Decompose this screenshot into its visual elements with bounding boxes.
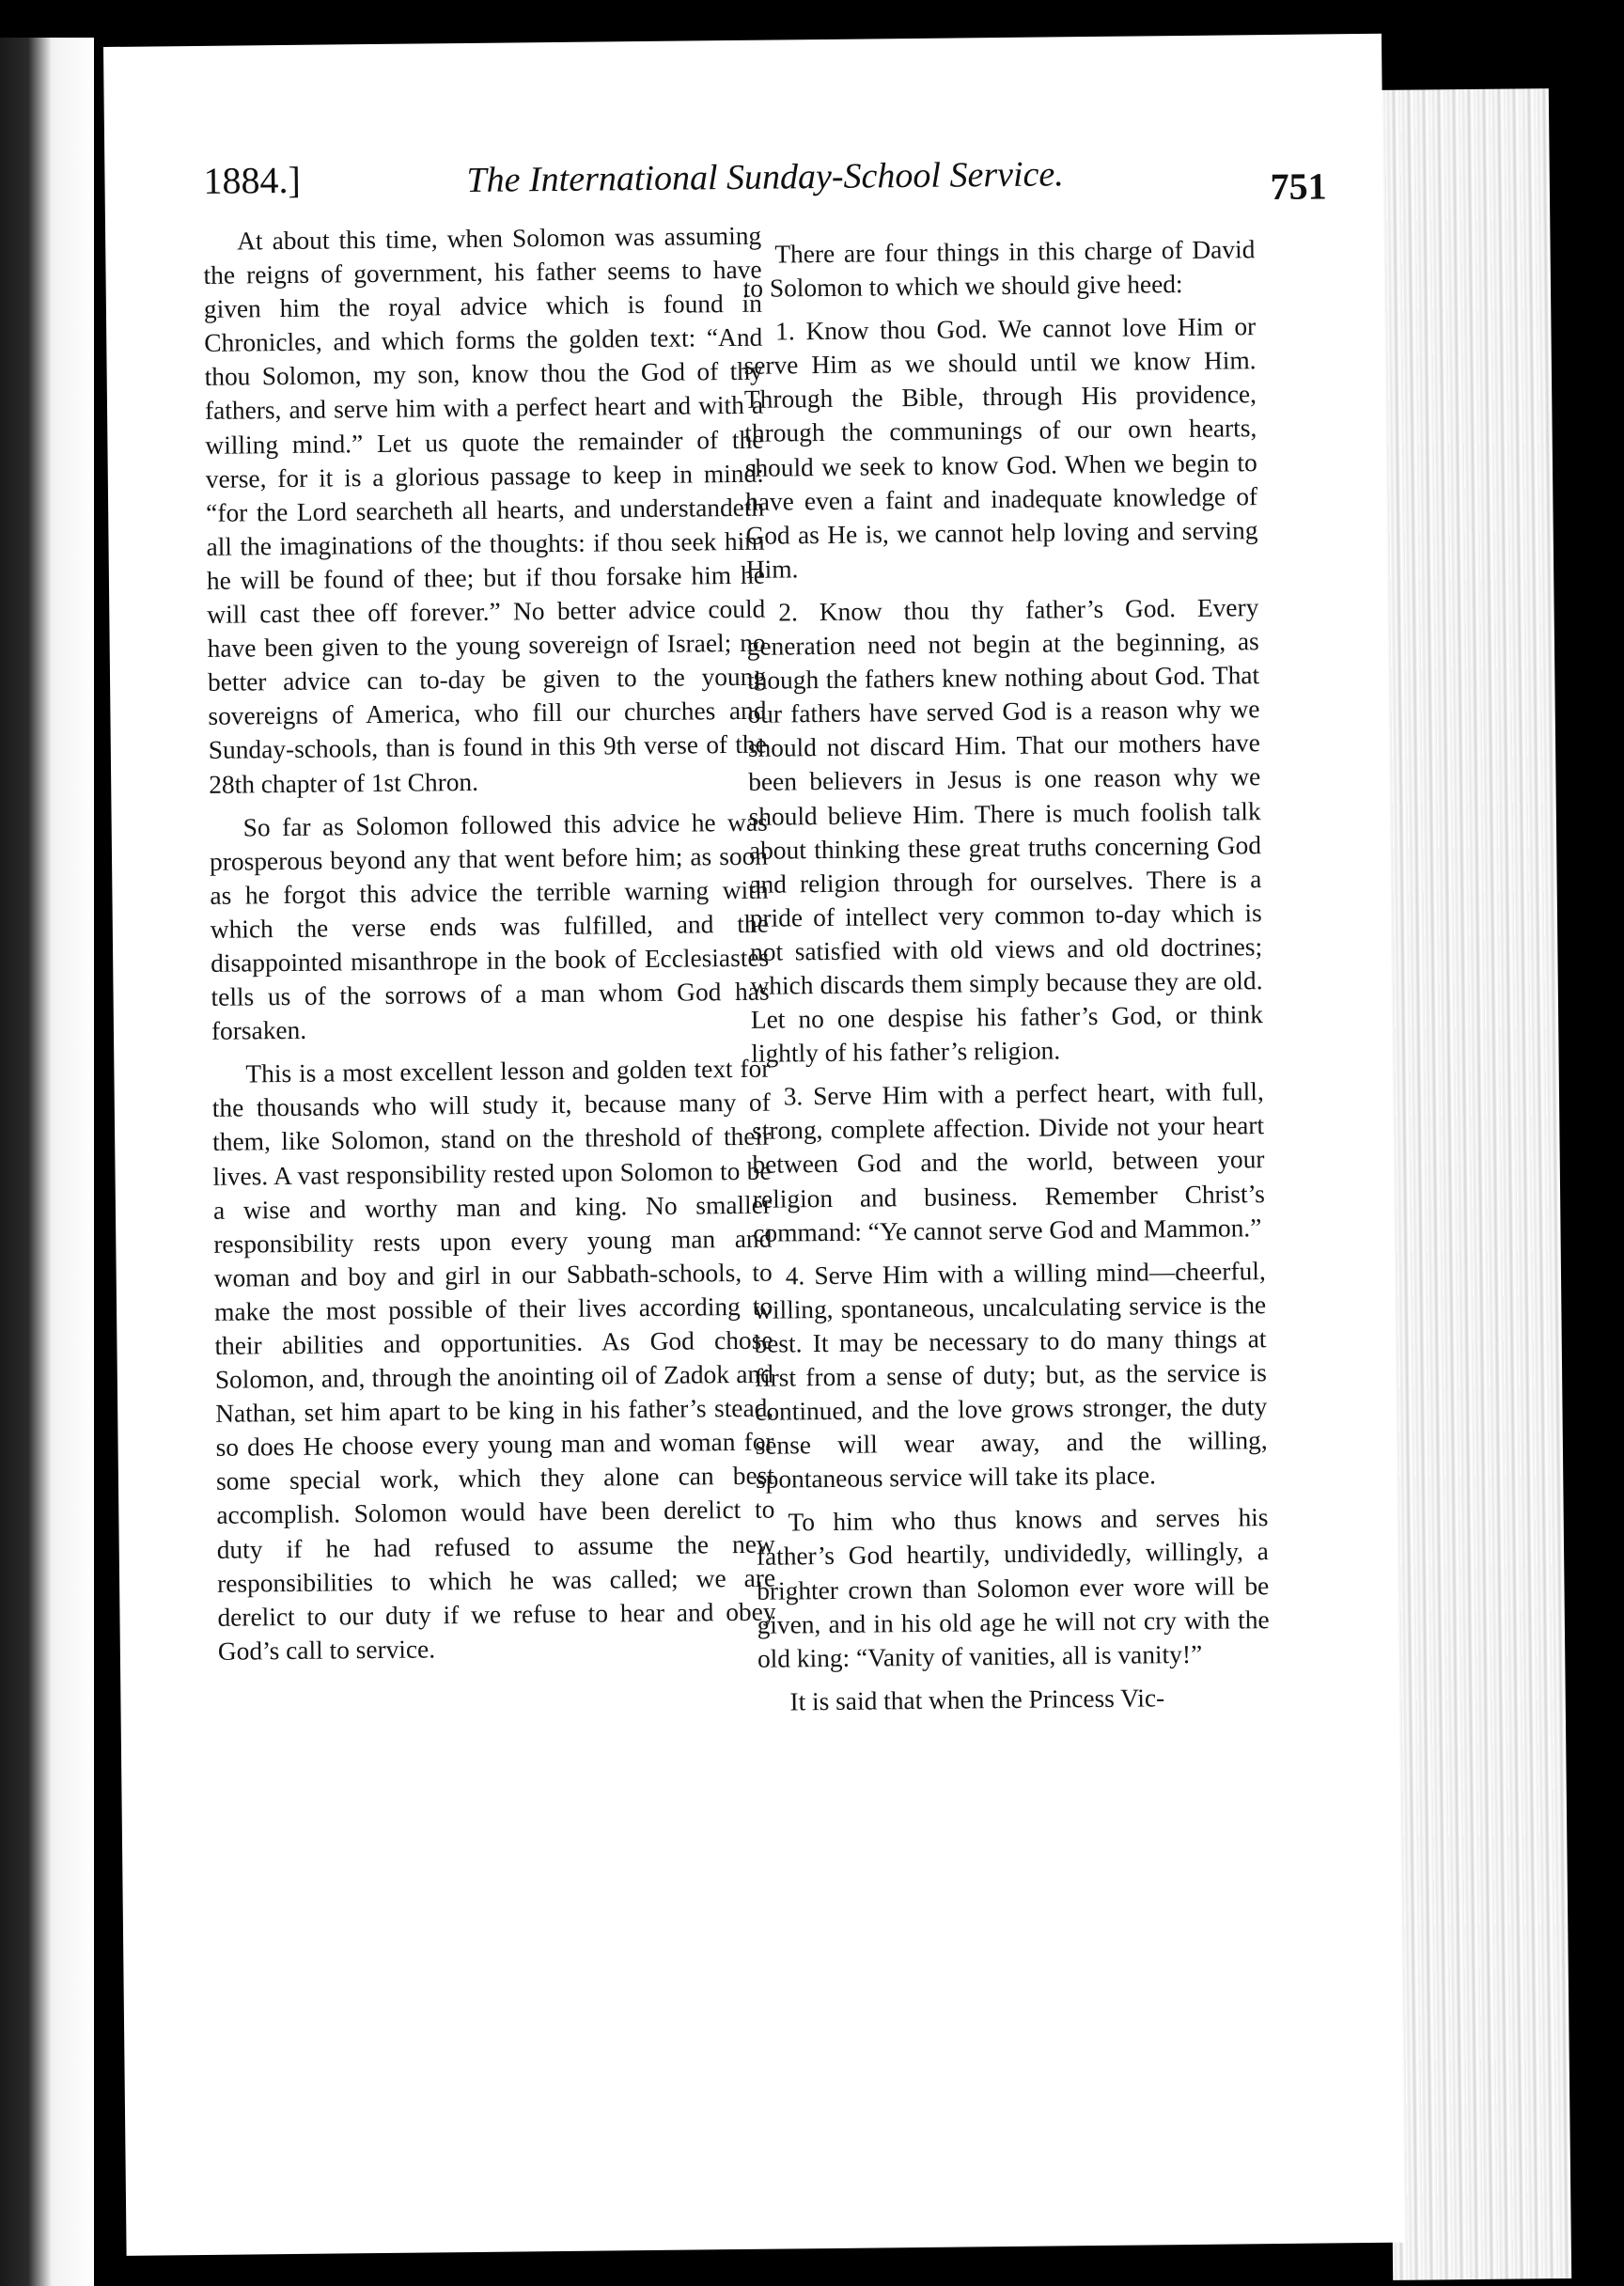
page-header [203, 148, 1327, 215]
right-column [742, 232, 1270, 1719]
left-column [203, 219, 776, 1668]
paragraph: To him who thus knows and serves his father’s God heartily, undividedly, willingly, a brighter crown than Solomon ever wore will be given, and in his old age he will not cry with the old king: “Vanity of vanities, all is vanity!” [756, 1503, 1270, 1673]
paragraph: This is a most excellent lesson and golden text for the thousands who will study it, because many of them, like Solomon, stand on the threshold of their lives. A vast responsibility rested upon Solomon to be a wise and worthy man and king. No smaller responsibility rests upon every young man and woman and boy and girl in our Sabbath-schools, to make the most possible of their lives according to their abilities and opportunities. As God chose Solomon, and, through the anointing oil of Zadok and Nathan, set him apart to be king in his father’s stead, so does He choose every young man and woman for some special work, which they alone can best accomplish. Solomon would have been derelict to duty if he had refused to assume the new responsibilities to which he was called; we are derelict to our duty if we refuse to hear and obey God’s call to service. [211, 1054, 776, 1666]
paragraph: 3. Serve Him with a perfect heart, with full, strong, complete affection. Divide not your heart between God and the world, between your religion and business. Remember Christ’s command: “Ye cannot serve God and Mammon.” [751, 1077, 1265, 1247]
paragraph: So far as Solomon followed this advice he was prosperous beyond any that went before him; as soon as he forgot this advice the terrible warning with which the verse ends was fulfilled, and the disappointed misanthrope in the book of Ecclesiastes tells us of the sorrows of a man whom God has forsaken. [209, 807, 770, 1046]
book-page [103, 34, 1405, 2256]
paragraph: There are four things in this charge of David to Solomon to which we should give heed: [742, 235, 1256, 303]
paragraph: It is said that when the Princess Vic- [789, 1683, 1165, 1716]
facing-page-edge [0, 38, 94, 2286]
paragraph: 2. Know thou thy father’s God. Every generation need not begin at the beginning, as though the fathers knew nothing about God. That our fathers have served God is a reason why we should not discard Him. That our mothers have been believers in Jesus is one reason why we should believe Him. There is much foolish talk about thinking these great truths concerning God and religion through for ourselves. There is a pride of intellect very common to-day which is not satisfied with old views and old doctrines; which discards them simply because they are old. Let no one despise his father’s God, or think lightly of his father’s religion. [746, 593, 1264, 1068]
running-title: The International Sunday-School Service. [466, 154, 1064, 200]
paragraph: 4. Serve Him with a willing mind—cheerful, willing, spontaneous, uncalculating service is the best. It may be necessary to do many things at first from a sense of duty; but, as the service is continued, and the love grows stronger, the duty sense will wear away, and the willing, spontaneous service will take its place. [753, 1256, 1268, 1495]
page-number: 751 [1270, 164, 1327, 209]
paragraph: At about this time, when Solomon was assuming the reigns of government, his father seems to have given him the royal advice which is found in Chronicles, and which forms the golden text: “And thou Solomon, my son, know thou the God of thy fathers, and serve him with a perfect heart and with a willing mind.” Let us quote the remainder of the verse, for it is a glorious passage to keep in mind: “for the Lord searcheth all hearts, and understandeth all the imaginations of the thoughts: if thou seek him he will be found of thee; but if thou forsake him he will cast thee off forever.” No better advice could have been given to the young sovereign of Israel; no better advice can to-day be given to the young sovereigns of America, who fill our churches and Sunday-schools, than is found in this 9th verse of the 28th chapter of 1st Chron. [203, 221, 767, 799]
header-year: 1884.] [203, 158, 302, 202]
paragraph: 1. Know thou God. We cannot love Him or serve Him as we should until we know Him. Through the Bible, through His providence, through the communings of our own hearts, should we seek to know God. When we begin to have even a faint and inadequate knowledge of God as He is, we cannot help loving and serving Him. [743, 312, 1258, 584]
